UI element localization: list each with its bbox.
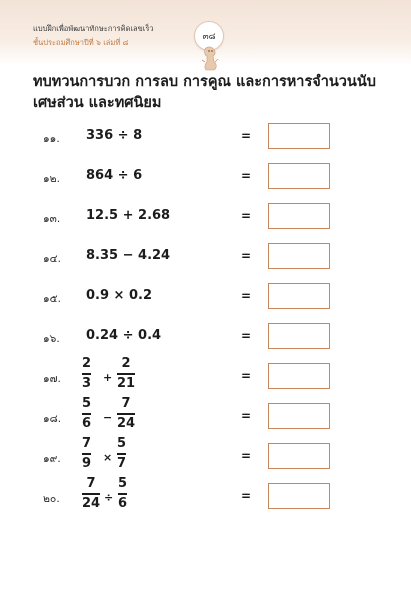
numerator: 7 (86, 476, 96, 491)
answer-box[interactable] (268, 283, 330, 309)
question-row (0, 437, 411, 477)
denominator: 3 (82, 375, 92, 391)
level-line: ชั้นประถมศึกษาปีที่ ๖ เล่มที่ ๘ (33, 38, 129, 47)
question-number: ๑๑. (43, 133, 60, 145)
question-row (0, 397, 411, 437)
fraction-right (117, 356, 135, 392)
fraction-bar (82, 413, 91, 415)
answer-box[interactable] (268, 483, 330, 509)
equals-sign: = (241, 209, 252, 223)
operator: − (103, 411, 113, 424)
fraction-right (117, 436, 126, 472)
question-number: ๑๗. (43, 373, 61, 385)
denominator: 7 (117, 455, 127, 471)
fraction-bar (82, 373, 91, 375)
answer-box[interactable] (268, 363, 330, 389)
topic-title: ทบทวนการบวก การลบ การคูณ และการหารจำนวนนับ เศษส่วน และทศนิยม (33, 74, 376, 111)
answer-box[interactable] (268, 323, 330, 349)
fraction-left (82, 476, 100, 512)
question-expression: 336 ÷ 8 (86, 128, 143, 143)
question-expression: 12.5 + 2.68 (86, 208, 171, 223)
denominator: 21 (117, 375, 136, 391)
question-expression: 864 ÷ 6 (86, 168, 143, 183)
answer-box[interactable] (268, 443, 330, 469)
question-row (0, 357, 411, 397)
equals-sign: = (241, 129, 252, 143)
fraction-bar (118, 493, 127, 495)
operator: ÷ (104, 491, 114, 504)
denominator: 9 (82, 455, 92, 471)
mascot-icon (200, 46, 220, 72)
question-number: ๑๒. (43, 173, 60, 185)
question-expression: 0.9 × 0.2 (86, 288, 153, 303)
question-number: ๑๘. (43, 413, 62, 425)
question-number: ๑๓. (43, 213, 61, 225)
denominator: 24 (82, 495, 101, 511)
fraction-right (118, 476, 127, 512)
operator: × (103, 451, 113, 464)
question-row (0, 317, 411, 357)
question-expression: 0.24 ÷ 0.4 (86, 328, 162, 343)
answer-box[interactable] (268, 123, 330, 149)
fraction-bar (117, 453, 126, 455)
answer-box[interactable] (268, 163, 330, 189)
fraction-bar (117, 413, 135, 415)
numerator: 5 (118, 476, 128, 491)
question-row (0, 117, 411, 157)
fraction-bar (82, 453, 91, 455)
answer-box[interactable] (268, 403, 330, 429)
numerator: 2 (121, 356, 131, 371)
question-number: ๑๕. (43, 293, 61, 305)
question-expression: 8.35 − 4.24 (86, 248, 171, 263)
answer-box[interactable] (268, 243, 330, 269)
page-number: ๓๘ (202, 32, 216, 42)
operator: + (103, 371, 113, 384)
equals-sign: = (241, 489, 252, 503)
equals-sign: = (241, 289, 252, 303)
answer-box[interactable] (268, 203, 330, 229)
denominator: 6 (118, 495, 128, 511)
equals-sign: = (241, 449, 252, 463)
question-row (0, 477, 411, 517)
fraction-right (117, 396, 135, 432)
equals-sign: = (241, 409, 252, 423)
question-number: ๒๐. (43, 493, 60, 505)
question-number: ๑๙. (43, 453, 61, 465)
question-row (0, 237, 411, 277)
equals-sign: = (241, 249, 252, 263)
fraction-bar (117, 373, 135, 375)
denominator: 24 (117, 415, 136, 431)
equals-sign: = (241, 329, 252, 343)
question-row (0, 277, 411, 317)
numerator: 7 (82, 436, 92, 451)
question-row (0, 197, 411, 237)
fraction-left (82, 436, 91, 472)
numerator: 5 (82, 396, 92, 411)
fraction-left (82, 356, 91, 392)
numerator: 2 (82, 356, 92, 371)
fraction-bar (82, 493, 100, 495)
denominator: 6 (82, 415, 92, 431)
equals-sign: = (241, 369, 252, 383)
series-title: แบบฝึกเพื่อพัฒนาทักษะการคิดเลขเร็ว (33, 24, 154, 33)
equals-sign: = (241, 169, 252, 183)
question-number: ๑๖. (43, 333, 60, 345)
fraction-left (82, 396, 91, 432)
question-number: ๑๔. (43, 253, 61, 265)
numerator: 5 (117, 436, 127, 451)
numerator: 7 (121, 396, 131, 411)
question-row (0, 157, 411, 197)
